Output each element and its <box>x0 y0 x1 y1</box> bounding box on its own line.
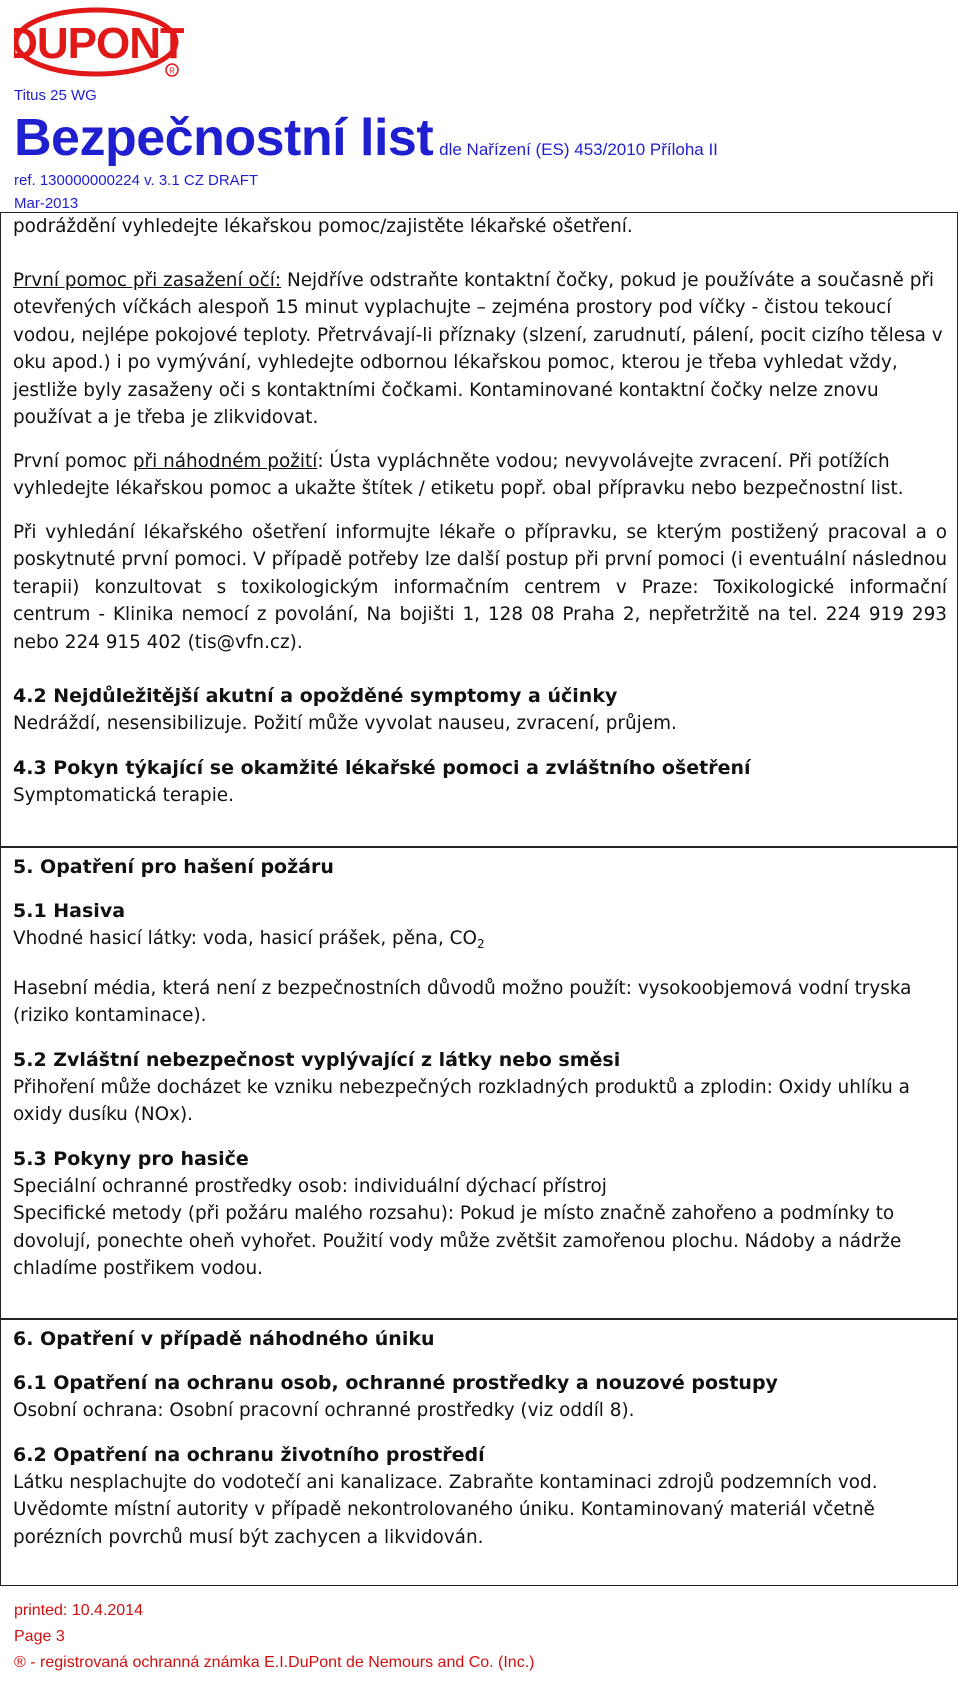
text-5-1a <box>13 925 947 959</box>
heading-5-3: 5.3 Pokyny pro hasiče <box>13 1147 249 1170</box>
text-5-1b: Hasební média, která není z bezpečnostních důvodů možno použít: vysokoobjemová vodní tryska (riziko kontaminace). <box>13 977 912 1026</box>
text-5-2: Přihoření může docházet ke vzniku nebezpečných rozkladných produktů a zplodin: Oxidy uhlíku a oxidy dusíku (NOx). <box>13 1076 910 1125</box>
text-6-1: Osobní ochrana: Osobní pracovní ochranné prostředky (viz oddíl 8). <box>13 1400 635 1421</box>
ingestion-prefix: První pomoc <box>13 450 133 472</box>
dupont-logo <box>14 6 184 84</box>
heading-6-2: 6.2 Opatření na ochranu životního prostředí <box>13 1443 485 1466</box>
svg-text:R: R <box>169 66 175 76</box>
title-text: Bezpečnostní list <box>14 109 434 167</box>
printed-date: printed: 10.4.2014 <box>14 1602 143 1619</box>
text-4-3: Symptomatická terapie. <box>13 784 234 806</box>
ingestion-first-aid <box>13 448 947 503</box>
page-number: Page 3 <box>14 1628 65 1645</box>
eye-first-aid <box>13 267 947 432</box>
eye-first-aid-text: Nejdříve odstraňte kontaktní čočky, pokud je používáte a současně při otevřených víčkách alespoň 15 minut vyplachujte – zejména prostory pod víčky - čistou tekoucí vodou, nejlépe pokojové teploty. Přetrvávají-li příznaky (slzení, zarudnutí, pálení, pocit cizího tělesa v oku apod.) i po vymývání, vyhledejte odbornou lékařskou pomoc, kterou je třeba vyhledat vždy, jestliže byly zasaženy oči s kontaktními čočkami. Kontaminované kontaktní čočky nelze znovu používat a je třeba je zlikvidovat. <box>13 269 943 428</box>
section-6-box <box>0 1318 958 1586</box>
heading-5-1: 5.1 Hasiva <box>13 900 126 922</box>
section-4-box <box>0 212 958 848</box>
text-5-3a: Speciální ochranné prostředky osob: individuální dýchací přístroj <box>13 1175 607 1197</box>
document-header <box>0 0 960 215</box>
document-title <box>14 108 718 168</box>
heading-4-3: 4.3 Pokyn týkající se okamžité lékařské pomoci a zvláštního ošetření <box>13 756 751 779</box>
medical-info-paragraph: Při vyhledání lékařského ošetření informujte lékaře o přípravku, se kterým postižený pracoval a o poskytnuté první pomoci. V případě potřeby lze další postup při první pomoci (i eventuální následnou terapii) konzultovat s toxikologickým informačním centrem v Praze: Toxikologické informační centrum - Klinika nemocí z povolání, Na bojišti 1, 128 08 Praha 2, nepřetržitě na tel. 224 919 293 nebo 224 915 402 (tis@vfn.cz). <box>13 521 947 653</box>
section-5-box <box>0 846 958 1320</box>
co2-subscript: 2 <box>476 937 485 951</box>
document-date: Mar-2013 <box>14 195 79 212</box>
document-footer <box>14 1598 534 1676</box>
reference-number: ref. 130000000224 v. 3.1 CZ DRAFT <box>14 172 259 189</box>
extinguishing-agents: Vhodné hasicí látky: voda, hasicí prášek, pěna, CO <box>13 928 477 949</box>
text-6-2: Látku nesplachujte do vodotečí ani kanalizace. Zabraňte kontaminaci zdrojů podzemních vod. Uvědomte místní autority v případě nekontrolovaného úniku. Kontaminovaný materiál včetně porézních povrchů musí být zachycen a likvidován. <box>13 1471 878 1548</box>
regulation-text: dle Nařízení (ES) 453/2010 Příloha II <box>439 140 718 159</box>
section-5-title: 5. Opatření pro hašení požáru <box>13 856 334 878</box>
product-name: Titus 25 WG <box>14 87 97 104</box>
eye-first-aid-label: První pomoc při zasažení očí: <box>13 269 282 291</box>
svg-text:DUPONT: DUPONT <box>14 19 184 68</box>
text-4-2: Nedráždí, nesensibilizuje. Požití může vyvolat nauseu, zvracení, průjem. <box>13 713 677 734</box>
trademark-notice: ® - registrovaná ochranná známka E.I.DuPont de Nemours and Co. (Inc.) <box>14 1654 535 1671</box>
ingestion-text: : Ústa vypláchněte vodou; nevyvolávejte zvracení. Při potížích vyhledejte lékařskou pomoc a ukažte štítek / etiketu popř. obal přípravku nebo bezpečnostní list. <box>13 450 904 499</box>
continuation-line: podráždění vyhledejte lékařskou pomoc/zajistěte lékařské ošetření. <box>13 216 633 237</box>
text-5-3b: Specifické metody (při požáru malého rozsahu): Pokud je místo značně zahořeno a podmínky to dovolují, ponechte oheň vyhořet. Použití vody může zvětšit zamořenou plochu. Nádoby a nádrže chladíme postřikem vodou. <box>13 1203 902 1279</box>
section-6-title: 6. Opatření v případě náhodného úniku <box>13 1328 435 1350</box>
heading-4-2: 4.2 Nejdůležitější akutní a opožděné symptomy a účinky <box>13 685 618 707</box>
heading-6-1: 6.1 Opatření na ochranu osob, ochranné prostředky a nouzové postupy <box>13 1372 778 1394</box>
ingestion-label: při náhodném požití <box>132 450 318 472</box>
heading-5-2: 5.2 Zvláštní nebezpečnost vyplývající z látky nebo směsi <box>13 1048 621 1071</box>
